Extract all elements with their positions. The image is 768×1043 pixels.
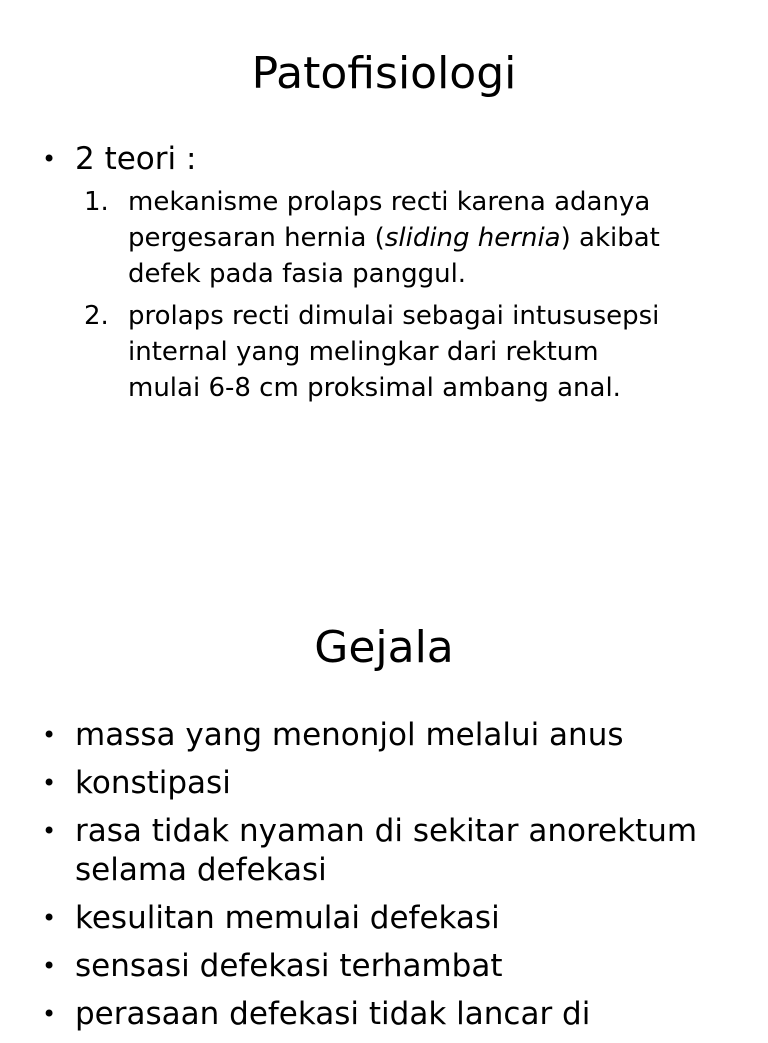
item-number: 1.: [84, 187, 109, 217]
item-text-italic: sliding hernia: [384, 223, 561, 253]
slide-title: Gejala: [314, 622, 454, 673]
bullet-text: kesulitan memulai defekasi: [75, 900, 500, 936]
list-item: [0, 995, 768, 1034]
item-number: 2.: [84, 301, 109, 331]
slide-title: Patofisiologi: [251, 48, 517, 99]
list-item: [0, 812, 768, 890]
bullet-marker: •: [42, 769, 57, 797]
bullet-marker: •: [42, 721, 57, 749]
numbered-item: [75, 298, 728, 406]
bullet-text: 2 teori :: [75, 141, 197, 177]
list-item: [0, 140, 768, 406]
list-item: [0, 947, 768, 986]
list-item: [0, 764, 768, 803]
item-text: prolaps recti dimulai sebagai intususepsi internal yang melingkar dari rektum mulai 6-8 cm proksimal ambang anal.: [128, 301, 660, 403]
item-text-start: mekanisme prolaps recti karena adanya pergesaran hernia (: [128, 187, 651, 253]
list-item: [0, 899, 768, 938]
bullet-marker: •: [42, 1000, 57, 1028]
bullet-list: [0, 716, 768, 1043]
numbered-item: [75, 184, 728, 292]
bullet-text: rasa tidak nyaman di sekitar anorektum selama defekasi: [75, 813, 698, 888]
bullet-text: massa yang menonjol melalui anus: [75, 717, 624, 753]
bullet-text: perasaan defekasi tidak lancar di: [75, 996, 591, 1032]
item-text-end: ) akibat defek pada fasia panggul.: [128, 223, 660, 289]
list-item: [0, 716, 768, 755]
bullet-text: sensasi defekasi terhambat: [75, 948, 503, 984]
bullet-marker: •: [42, 817, 57, 845]
bullet-text: konstipasi: [75, 765, 231, 801]
numbered-list: [75, 184, 728, 406]
bullet-list: [0, 140, 768, 416]
bullet-marker: •: [42, 952, 57, 980]
bullet-marker: •: [42, 904, 57, 932]
bullet-marker: •: [42, 145, 57, 173]
